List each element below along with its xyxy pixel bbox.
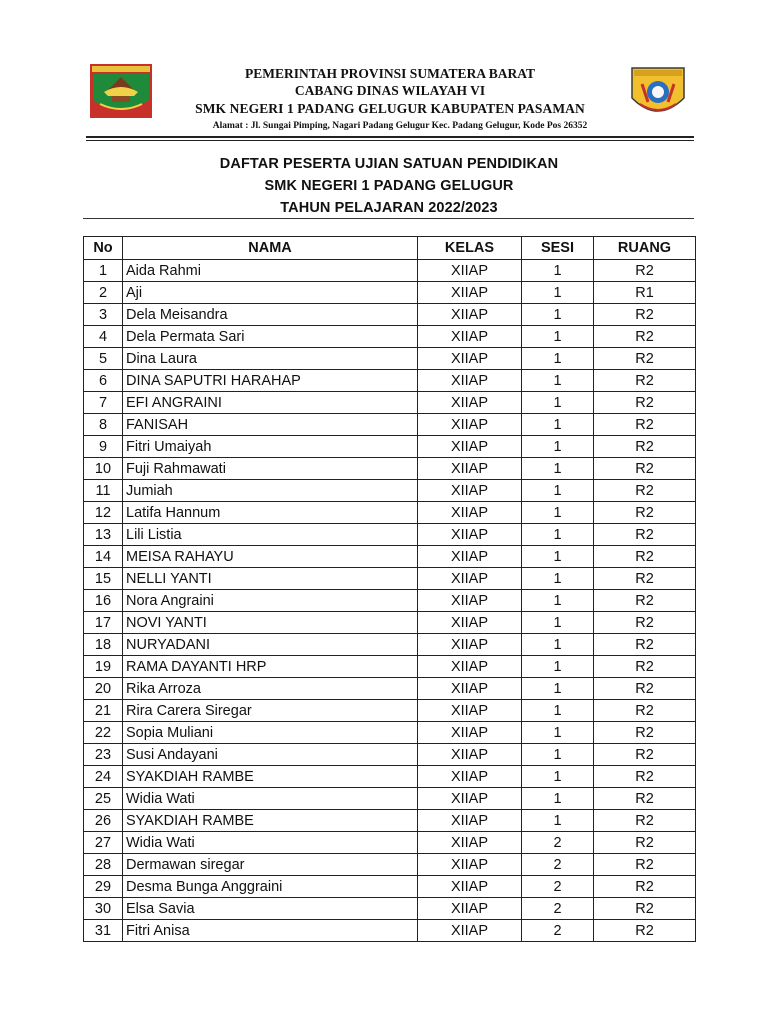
cell-no: 25 [84, 788, 123, 810]
table-row [84, 282, 696, 304]
cell-ruang: R2 [594, 876, 696, 898]
cell-ruang: R2 [594, 810, 696, 832]
pasaman-regency-emblem-icon [628, 64, 688, 122]
cell-nama: Aji [123, 282, 418, 304]
cell-kelas: XIIAP [418, 832, 522, 854]
table-body [84, 260, 696, 942]
cell-nama: Aida Rahmi [123, 260, 418, 282]
cell-no: 6 [84, 370, 123, 392]
cell-no: 14 [84, 546, 123, 568]
cell-no: 31 [84, 920, 123, 942]
cell-ruang: R2 [594, 722, 696, 744]
cell-nama: Desma Bunga Anggraini [123, 876, 418, 898]
cell-kelas: XIIAP [418, 326, 522, 348]
cell-ruang: R2 [594, 898, 696, 920]
cell-no: 8 [84, 414, 123, 436]
cell-nama: SYAKDIAH RAMBE [123, 766, 418, 788]
cell-ruang: R2 [594, 458, 696, 480]
cell-ruang: R2 [594, 832, 696, 854]
table-row [84, 348, 696, 370]
cell-no: 1 [84, 260, 123, 282]
cell-no: 27 [84, 832, 123, 854]
letterhead-school: SMK NEGERI 1 PADANG GELUGUR KABUPATEN PASAMAN [195, 101, 585, 116]
cell-ruang: R2 [594, 304, 696, 326]
cell-no: 24 [84, 766, 123, 788]
cell-nama: Widia Wati [123, 832, 418, 854]
cell-kelas: XIIAP [418, 392, 522, 414]
table-row [84, 766, 696, 788]
header-sesi: SESI [522, 237, 594, 260]
cell-sesi: 1 [522, 590, 594, 612]
cell-nama: Nora Angraini [123, 590, 418, 612]
cell-sesi: 1 [522, 502, 594, 524]
cell-no: 20 [84, 678, 123, 700]
cell-kelas: XIIAP [418, 414, 522, 436]
cell-sesi: 1 [522, 480, 594, 502]
cell-no: 7 [84, 392, 123, 414]
cell-no: 10 [84, 458, 123, 480]
title-rule [83, 218, 694, 219]
cell-no: 21 [84, 700, 123, 722]
cell-kelas: XIIAP [418, 436, 522, 458]
cell-kelas: XIIAP [418, 348, 522, 370]
letterhead-address: Alamat : Jl. Sungai Pimping, Nagari Padang Gelugur Kec. Padang Gelugur, Kode Pos 26352 [212, 121, 588, 131]
cell-sesi: 1 [522, 458, 594, 480]
table-row [84, 546, 696, 568]
cell-nama: Rika Arroza [123, 678, 418, 700]
cell-nama: SYAKDIAH RAMBE [123, 810, 418, 832]
cell-sesi: 2 [522, 854, 594, 876]
cell-nama: MEISA RAHAYU [123, 546, 418, 568]
cell-kelas: XIIAP [418, 788, 522, 810]
cell-kelas: XIIAP [418, 480, 522, 502]
cell-sesi: 1 [522, 568, 594, 590]
table-row [84, 810, 696, 832]
cell-ruang: R2 [594, 568, 696, 590]
letterhead [0, 0, 768, 140]
cell-sesi: 1 [522, 722, 594, 744]
letterhead-branch-office: CABANG DINAS WILAYAH VI [294, 83, 486, 98]
cell-kelas: XIIAP [418, 700, 522, 722]
table-row [84, 326, 696, 348]
cell-nama: EFI ANGRAINI [123, 392, 418, 414]
cell-sesi: 2 [522, 898, 594, 920]
cell-nama: Rira Carera Siregar [123, 700, 418, 722]
header-kelas: KELAS [418, 237, 522, 260]
cell-kelas: XIIAP [418, 458, 522, 480]
cell-no: 30 [84, 898, 123, 920]
cell-nama: Fitri Umaiyah [123, 436, 418, 458]
cell-kelas: XIIAP [418, 524, 522, 546]
cell-ruang: R2 [594, 678, 696, 700]
cell-kelas: XIIAP [418, 678, 522, 700]
cell-no: 26 [84, 810, 123, 832]
cell-sesi: 1 [522, 370, 594, 392]
table-row [84, 854, 696, 876]
cell-nama: RAMA DAYANTI HRP [123, 656, 418, 678]
cell-sesi: 2 [522, 876, 594, 898]
table-row [84, 700, 696, 722]
table-row [84, 458, 696, 480]
cell-no: 17 [84, 612, 123, 634]
table-row [84, 678, 696, 700]
cell-no: 13 [84, 524, 123, 546]
cell-no: 9 [84, 436, 123, 458]
cell-nama: NOVI YANTI [123, 612, 418, 634]
cell-ruang: R2 [594, 502, 696, 524]
cell-ruang: R2 [594, 920, 696, 942]
cell-nama: Jumiah [123, 480, 418, 502]
header-ruang: RUANG [594, 237, 696, 260]
cell-nama: NURYADANI [123, 634, 418, 656]
cell-kelas: XIIAP [418, 612, 522, 634]
cell-nama: Susi Andayani [123, 744, 418, 766]
cell-sesi: 1 [522, 766, 594, 788]
cell-ruang: R2 [594, 634, 696, 656]
cell-ruang: R2 [594, 854, 696, 876]
cell-ruang: R2 [594, 524, 696, 546]
cell-sesi: 1 [522, 656, 594, 678]
cell-no: 4 [84, 326, 123, 348]
letterhead-rule-thin [86, 140, 694, 141]
cell-kelas: XIIAP [418, 370, 522, 392]
cell-nama: Dermawan siregar [123, 854, 418, 876]
cell-kelas: XIIAP [418, 766, 522, 788]
cell-kelas: XIIAP [418, 898, 522, 920]
cell-no: 28 [84, 854, 123, 876]
cell-sesi: 1 [522, 744, 594, 766]
cell-ruang: R1 [594, 282, 696, 304]
cell-sesi: 1 [522, 634, 594, 656]
table-row [84, 260, 696, 282]
table-row [84, 876, 696, 898]
cell-ruang: R2 [594, 700, 696, 722]
table-row [84, 370, 696, 392]
table-row [84, 590, 696, 612]
cell-no: 15 [84, 568, 123, 590]
cell-sesi: 1 [522, 700, 594, 722]
table-row [84, 722, 696, 744]
cell-nama: NELLI YANTI [123, 568, 418, 590]
cell-nama: Fitri Anisa [123, 920, 418, 942]
letterhead-rule-thick [86, 136, 694, 138]
cell-sesi: 1 [522, 546, 594, 568]
table-row [84, 502, 696, 524]
table-row [84, 898, 696, 920]
table-row [84, 788, 696, 810]
cell-nama: DINA SAPUTRI HARAHAP [123, 370, 418, 392]
table-header-row [84, 237, 696, 260]
cell-sesi: 1 [522, 260, 594, 282]
cell-ruang: R2 [594, 370, 696, 392]
cell-nama: Dela Meisandra [123, 304, 418, 326]
cell-kelas: XIIAP [418, 634, 522, 656]
cell-kelas: XIIAP [418, 876, 522, 898]
cell-sesi: 1 [522, 678, 594, 700]
cell-ruang: R2 [594, 414, 696, 436]
cell-ruang: R2 [594, 260, 696, 282]
cell-sesi: 1 [522, 436, 594, 458]
cell-kelas: XIIAP [418, 722, 522, 744]
cell-ruang: R2 [594, 392, 696, 414]
cell-nama: Elsa Savia [123, 898, 418, 920]
cell-kelas: XIIAP [418, 854, 522, 876]
document-subtitle-year: TAHUN PELAJARAN 2022/2023 [280, 200, 498, 216]
cell-no: 18 [84, 634, 123, 656]
cell-sesi: 1 [522, 788, 594, 810]
table-row [84, 634, 696, 656]
cell-kelas: XIIAP [418, 744, 522, 766]
cell-no: 22 [84, 722, 123, 744]
cell-no: 29 [84, 876, 123, 898]
cell-nama: Fuji Rahmawati [123, 458, 418, 480]
cell-nama: Dela Permata Sari [123, 326, 418, 348]
cell-ruang: R2 [594, 788, 696, 810]
cell-nama: FANISAH [123, 414, 418, 436]
table-row [84, 524, 696, 546]
participant-table [83, 236, 696, 942]
document-subtitle-school: SMK NEGERI 1 PADANG GELUGUR [264, 178, 514, 194]
cell-nama: Sopia Muliani [123, 722, 418, 744]
cell-no: 5 [84, 348, 123, 370]
table-row [84, 568, 696, 590]
table-row [84, 414, 696, 436]
cell-ruang: R2 [594, 590, 696, 612]
header-nama: NAMA [123, 237, 418, 260]
table-row [84, 744, 696, 766]
table-row [84, 436, 696, 458]
cell-no: 11 [84, 480, 123, 502]
cell-kelas: XIIAP [418, 810, 522, 832]
table-row [84, 920, 696, 942]
cell-kelas: XIIAP [418, 920, 522, 942]
cell-ruang: R2 [594, 656, 696, 678]
cell-nama: Latifa Hannum [123, 502, 418, 524]
letterhead-province: PEMERINTAH PROVINSI SUMATERA BARAT [245, 66, 535, 81]
document-title: DAFTAR PESERTA UJIAN SATUAN PENDIDIKAN [219, 156, 559, 172]
cell-sesi: 1 [522, 612, 594, 634]
cell-sesi: 1 [522, 348, 594, 370]
cell-nama: Widia Wati [123, 788, 418, 810]
cell-sesi: 2 [522, 832, 594, 854]
cell-sesi: 1 [522, 810, 594, 832]
cell-sesi: 1 [522, 282, 594, 304]
cell-nama: Lili Listia [123, 524, 418, 546]
cell-no: 16 [84, 590, 123, 612]
header-no: No [84, 237, 123, 260]
cell-sesi: 1 [522, 524, 594, 546]
west-sumatra-province-emblem-icon [90, 64, 152, 118]
cell-ruang: R2 [594, 766, 696, 788]
cell-kelas: XIIAP [418, 260, 522, 282]
cell-ruang: R2 [594, 326, 696, 348]
cell-sesi: 1 [522, 414, 594, 436]
cell-kelas: XIIAP [418, 282, 522, 304]
cell-no: 19 [84, 656, 123, 678]
cell-no: 3 [84, 304, 123, 326]
cell-nama: Dina Laura [123, 348, 418, 370]
table-row [84, 832, 696, 854]
cell-no: 2 [84, 282, 123, 304]
table-row [84, 656, 696, 678]
cell-sesi: 1 [522, 392, 594, 414]
cell-no: 23 [84, 744, 123, 766]
cell-no: 12 [84, 502, 123, 524]
cell-ruang: R2 [594, 436, 696, 458]
table-row [84, 304, 696, 326]
cell-ruang: R2 [594, 546, 696, 568]
table-row [84, 392, 696, 414]
cell-kelas: XIIAP [418, 546, 522, 568]
cell-kelas: XIIAP [418, 304, 522, 326]
table-row [84, 612, 696, 634]
cell-kelas: XIIAP [418, 568, 522, 590]
table-row [84, 480, 696, 502]
cell-sesi: 1 [522, 326, 594, 348]
cell-sesi: 1 [522, 304, 594, 326]
cell-ruang: R2 [594, 744, 696, 766]
cell-kelas: XIIAP [418, 502, 522, 524]
cell-sesi: 2 [522, 920, 594, 942]
cell-kelas: XIIAP [418, 656, 522, 678]
cell-kelas: XIIAP [418, 590, 522, 612]
cell-ruang: R2 [594, 348, 696, 370]
cell-ruang: R2 [594, 612, 696, 634]
cell-ruang: R2 [594, 480, 696, 502]
